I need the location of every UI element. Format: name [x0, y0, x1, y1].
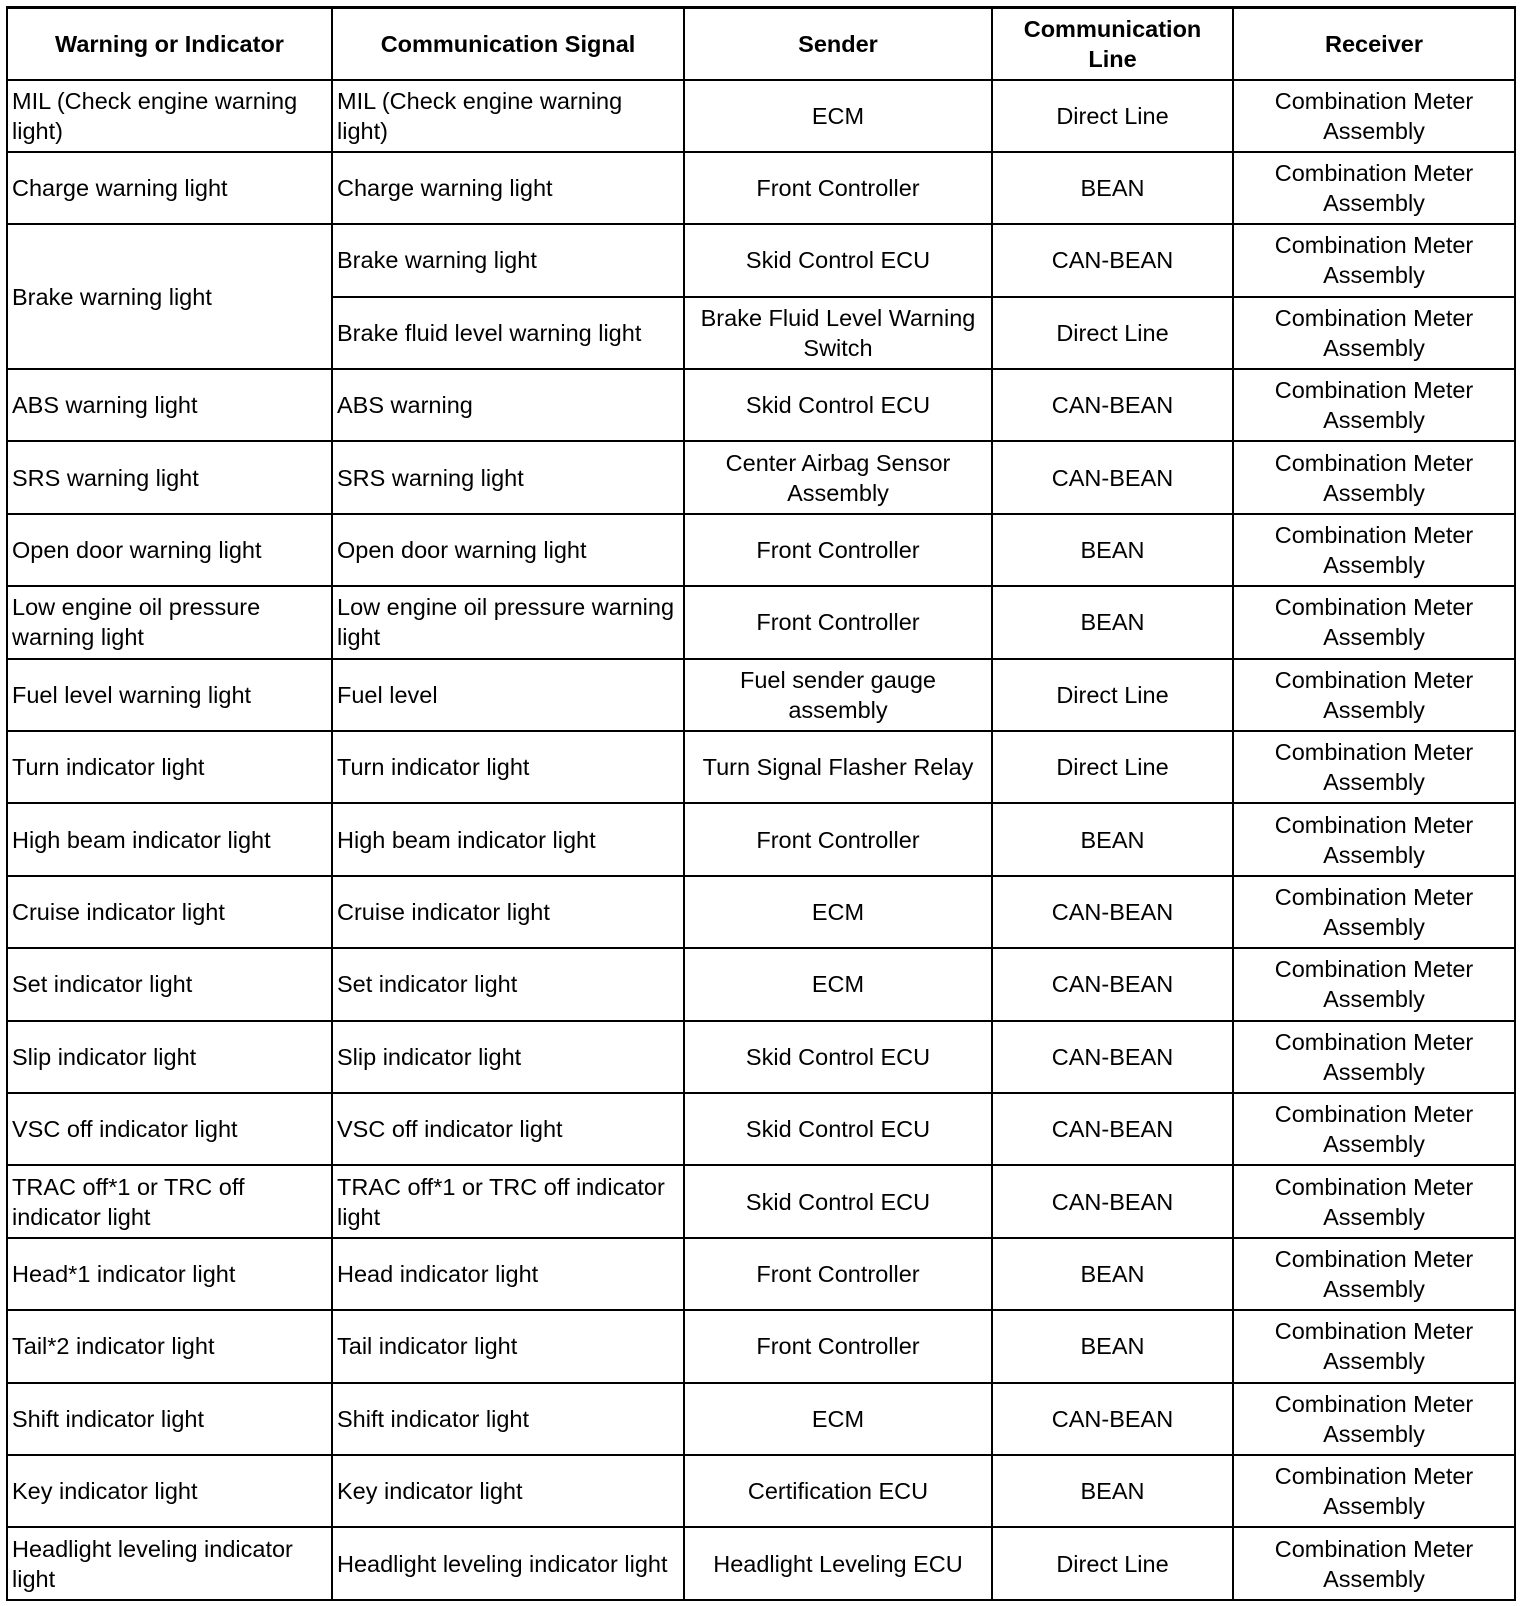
cell-receiver: Combination Meter Assembly [1233, 876, 1515, 948]
cell-communication-signal: Open door warning light [332, 514, 684, 586]
cell-sender: Skid Control ECU [684, 1093, 992, 1165]
cell-communication-line: Direct Line [992, 731, 1233, 803]
cell-communication-signal: Slip indicator light [332, 1021, 684, 1093]
table-header-row [7, 8, 1515, 80]
cell-receiver: Combination Meter Assembly [1233, 1093, 1515, 1165]
table-row [7, 1383, 1515, 1455]
cell-communication-line: CAN-BEAN [992, 1165, 1233, 1237]
table-row [7, 586, 1515, 658]
cell-receiver: Combination Meter Assembly [1233, 731, 1515, 803]
cell-sender: Center Airbag Sensor Assembly [684, 441, 992, 513]
table-row [7, 441, 1515, 513]
cell-communication-signal: Head indicator light [332, 1238, 684, 1310]
table-row [7, 803, 1515, 875]
cell-communication-signal: Brake warning light [332, 224, 684, 296]
header-warning-or-indicator: Warning or Indicator [7, 8, 332, 80]
cell-receiver: Combination Meter Assembly [1233, 369, 1515, 441]
cell-warning-or-indicator: Slip indicator light [7, 1021, 332, 1093]
cell-receiver: Combination Meter Assembly [1233, 441, 1515, 513]
cell-sender: Front Controller [684, 514, 992, 586]
cell-communication-line: BEAN [992, 1455, 1233, 1527]
cell-sender: Skid Control ECU [684, 369, 992, 441]
cell-sender: Front Controller [684, 803, 992, 875]
cell-communication-line: Direct Line [992, 1527, 1233, 1599]
cell-warning-or-indicator: Cruise indicator light [7, 876, 332, 948]
cell-sender: Fuel sender gauge assembly [684, 659, 992, 731]
cell-communication-line: CAN-BEAN [992, 369, 1233, 441]
cell-warning-or-indicator: Head*1 indicator light [7, 1238, 332, 1310]
cell-receiver: Combination Meter Assembly [1233, 659, 1515, 731]
cell-communication-signal: Cruise indicator light [332, 876, 684, 948]
cell-sender: Skid Control ECU [684, 1165, 992, 1237]
cell-sender: ECM [684, 876, 992, 948]
cell-warning-or-indicator: Key indicator light [7, 1455, 332, 1527]
table-body [7, 80, 1515, 1600]
cell-warning-or-indicator: Headlight leveling indicator light [7, 1527, 332, 1599]
cell-warning-or-indicator: SRS warning light [7, 441, 332, 513]
cell-warning-or-indicator: Shift indicator light [7, 1383, 332, 1455]
cell-receiver: Combination Meter Assembly [1233, 1527, 1515, 1599]
cell-communication-signal: Key indicator light [332, 1455, 684, 1527]
table-row [7, 80, 1515, 152]
cell-receiver: Combination Meter Assembly [1233, 1165, 1515, 1237]
cell-sender: Headlight Leveling ECU [684, 1527, 992, 1599]
cell-communication-signal: Shift indicator light [332, 1383, 684, 1455]
cell-communication-line: BEAN [992, 514, 1233, 586]
cell-warning-or-indicator: Charge warning light [7, 152, 332, 224]
cell-receiver: Combination Meter Assembly [1233, 948, 1515, 1020]
page [6, 6, 1514, 1601]
table-row [7, 948, 1515, 1020]
cell-sender: Brake Fluid Level Warning Switch [684, 297, 992, 369]
table-row [7, 369, 1515, 441]
cell-warning-or-indicator: Turn indicator light [7, 731, 332, 803]
cell-warning-or-indicator: Set indicator light [7, 948, 332, 1020]
header-communication-signal: Communication Signal [332, 8, 684, 80]
cell-receiver: Combination Meter Assembly [1233, 514, 1515, 586]
cell-receiver: Combination Meter Assembly [1233, 80, 1515, 152]
cell-communication-signal: Charge warning light [332, 152, 684, 224]
cell-communication-signal: MIL (Check engine warning light) [332, 80, 684, 152]
cell-sender: ECM [684, 80, 992, 152]
cell-communication-line: CAN-BEAN [992, 1021, 1233, 1093]
cell-sender: Certification ECU [684, 1455, 992, 1527]
header-sender: Sender [684, 8, 992, 80]
communication-table [6, 6, 1516, 1601]
cell-communication-signal: SRS warning light [332, 441, 684, 513]
table-row [7, 1093, 1515, 1165]
cell-communication-line: BEAN [992, 586, 1233, 658]
cell-communication-line: Direct Line [992, 659, 1233, 731]
cell-communication-signal: Headlight leveling indicator light [332, 1527, 684, 1599]
cell-communication-signal: TRAC off*1 or TRC off indicator light [332, 1165, 684, 1237]
cell-communication-line: CAN-BEAN [992, 224, 1233, 296]
cell-receiver: Combination Meter Assembly [1233, 1383, 1515, 1455]
cell-receiver: Combination Meter Assembly [1233, 1021, 1515, 1093]
cell-warning-or-indicator: Brake warning light [7, 224, 332, 369]
table-row [7, 152, 1515, 224]
cell-communication-line: Direct Line [992, 80, 1233, 152]
cell-sender: Front Controller [684, 152, 992, 224]
cell-communication-line: CAN-BEAN [992, 876, 1233, 948]
cell-receiver: Combination Meter Assembly [1233, 1310, 1515, 1382]
cell-communication-line: BEAN [992, 1238, 1233, 1310]
table-row [7, 1527, 1515, 1599]
cell-communication-line: CAN-BEAN [992, 1383, 1233, 1455]
cell-communication-signal: Turn indicator light [332, 731, 684, 803]
cell-receiver: Combination Meter Assembly [1233, 1455, 1515, 1527]
table-row [7, 1455, 1515, 1527]
cell-receiver: Combination Meter Assembly [1233, 586, 1515, 658]
cell-communication-line: Direct Line [992, 297, 1233, 369]
table-row [7, 1165, 1515, 1237]
cell-communication-signal: Fuel level [332, 659, 684, 731]
cell-communication-signal: ABS warning [332, 369, 684, 441]
cell-warning-or-indicator: Low engine oil pressure warning light [7, 586, 332, 658]
table-row [7, 659, 1515, 731]
cell-warning-or-indicator: Open door warning light [7, 514, 332, 586]
table-row [7, 1021, 1515, 1093]
cell-sender: ECM [684, 1383, 992, 1455]
cell-communication-signal: VSC off indicator light [332, 1093, 684, 1165]
cell-communication-signal: High beam indicator light [332, 803, 684, 875]
cell-warning-or-indicator: TRAC off*1 or TRC off indicator light [7, 1165, 332, 1237]
cell-warning-or-indicator: High beam indicator light [7, 803, 332, 875]
cell-warning-or-indicator: VSC off indicator light [7, 1093, 332, 1165]
cell-sender: Turn Signal Flasher Relay [684, 731, 992, 803]
cell-receiver: Combination Meter Assembly [1233, 1238, 1515, 1310]
table-row [7, 1310, 1515, 1382]
cell-communication-line: CAN-BEAN [992, 441, 1233, 513]
cell-communication-signal: Set indicator light [332, 948, 684, 1020]
cell-sender: ECM [684, 948, 992, 1020]
cell-sender: Front Controller [684, 1238, 992, 1310]
cell-warning-or-indicator: Fuel level warning light [7, 659, 332, 731]
table-row [7, 876, 1515, 948]
cell-receiver: Combination Meter Assembly [1233, 224, 1515, 296]
header-communication-line: Communication Line [992, 8, 1233, 80]
table-row [7, 1238, 1515, 1310]
cell-communication-signal: Low engine oil pressure warning light [332, 586, 684, 658]
cell-communication-line: BEAN [992, 1310, 1233, 1382]
cell-communication-line: BEAN [992, 803, 1233, 875]
cell-warning-or-indicator: ABS warning light [7, 369, 332, 441]
cell-receiver: Combination Meter Assembly [1233, 297, 1515, 369]
table-row [7, 224, 1515, 296]
cell-sender: Skid Control ECU [684, 1021, 992, 1093]
cell-sender: Skid Control ECU [684, 224, 992, 296]
cell-communication-line: CAN-BEAN [992, 948, 1233, 1020]
cell-warning-or-indicator: MIL (Check engine warning light) [7, 80, 332, 152]
cell-communication-line: BEAN [992, 152, 1233, 224]
table-row [7, 514, 1515, 586]
table-row [7, 731, 1515, 803]
cell-sender: Front Controller [684, 586, 992, 658]
cell-receiver: Combination Meter Assembly [1233, 152, 1515, 224]
cell-receiver: Combination Meter Assembly [1233, 803, 1515, 875]
cell-communication-signal: Brake fluid level warning light [332, 297, 684, 369]
header-receiver: Receiver [1233, 8, 1515, 80]
cell-warning-or-indicator: Tail*2 indicator light [7, 1310, 332, 1382]
cell-communication-signal: Tail indicator light [332, 1310, 684, 1382]
cell-communication-line: CAN-BEAN [992, 1093, 1233, 1165]
cell-sender: Front Controller [684, 1310, 992, 1382]
